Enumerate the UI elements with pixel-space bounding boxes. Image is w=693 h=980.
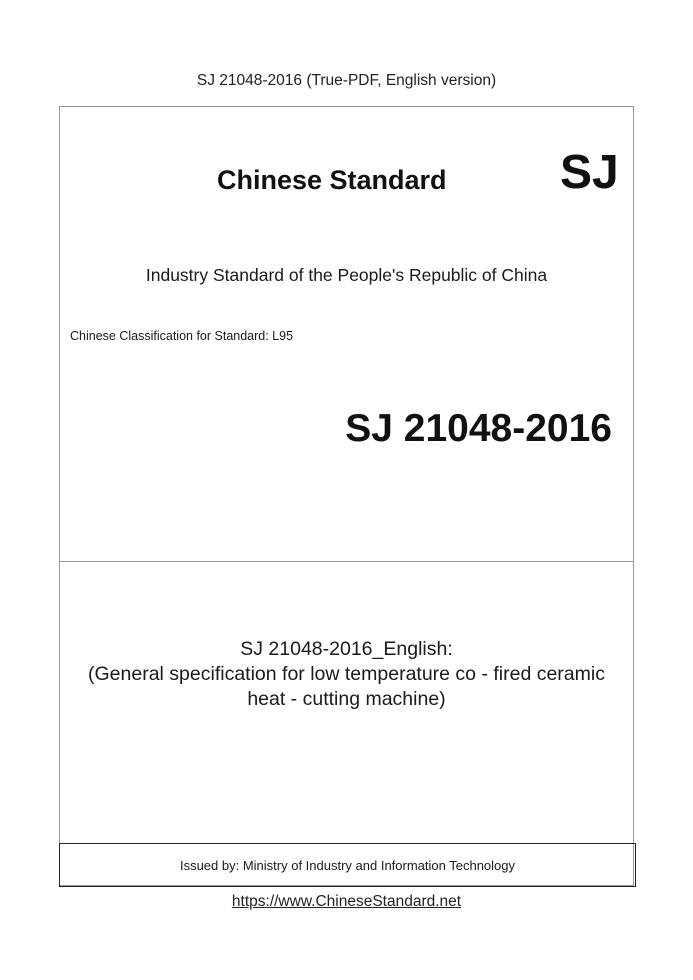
cover-frame <box>59 106 634 886</box>
issuer-box <box>59 843 636 887</box>
standard-number: SJ 21048-2016 <box>345 407 612 450</box>
document-title-line-1: SJ 21048-2016_English: <box>240 638 453 660</box>
industry-standard-line: Industry Standard of the People's Republic of China <box>145 265 548 285</box>
document-title <box>60 637 633 712</box>
document-title-line-2: (General specification for low temperature co - fired ceramic <box>88 663 605 685</box>
website-link[interactable]: https://www.ChineseStandard.net <box>231 893 462 910</box>
brand-title: Chinese Standard <box>217 165 447 195</box>
classification-line: Chinese Classification for Standard: L95 <box>70 329 294 343</box>
issuer-text: Issued by: Ministry of Industry and Information Technology <box>179 857 516 873</box>
brand-code: SJ <box>560 146 619 199</box>
document-title-line-3: heat - cutting machine) <box>247 688 446 710</box>
document-header: SJ 21048-2016 (True-PDF, English version) <box>196 72 497 89</box>
cover-title-section <box>60 561 633 843</box>
cover-top-section <box>60 107 633 562</box>
